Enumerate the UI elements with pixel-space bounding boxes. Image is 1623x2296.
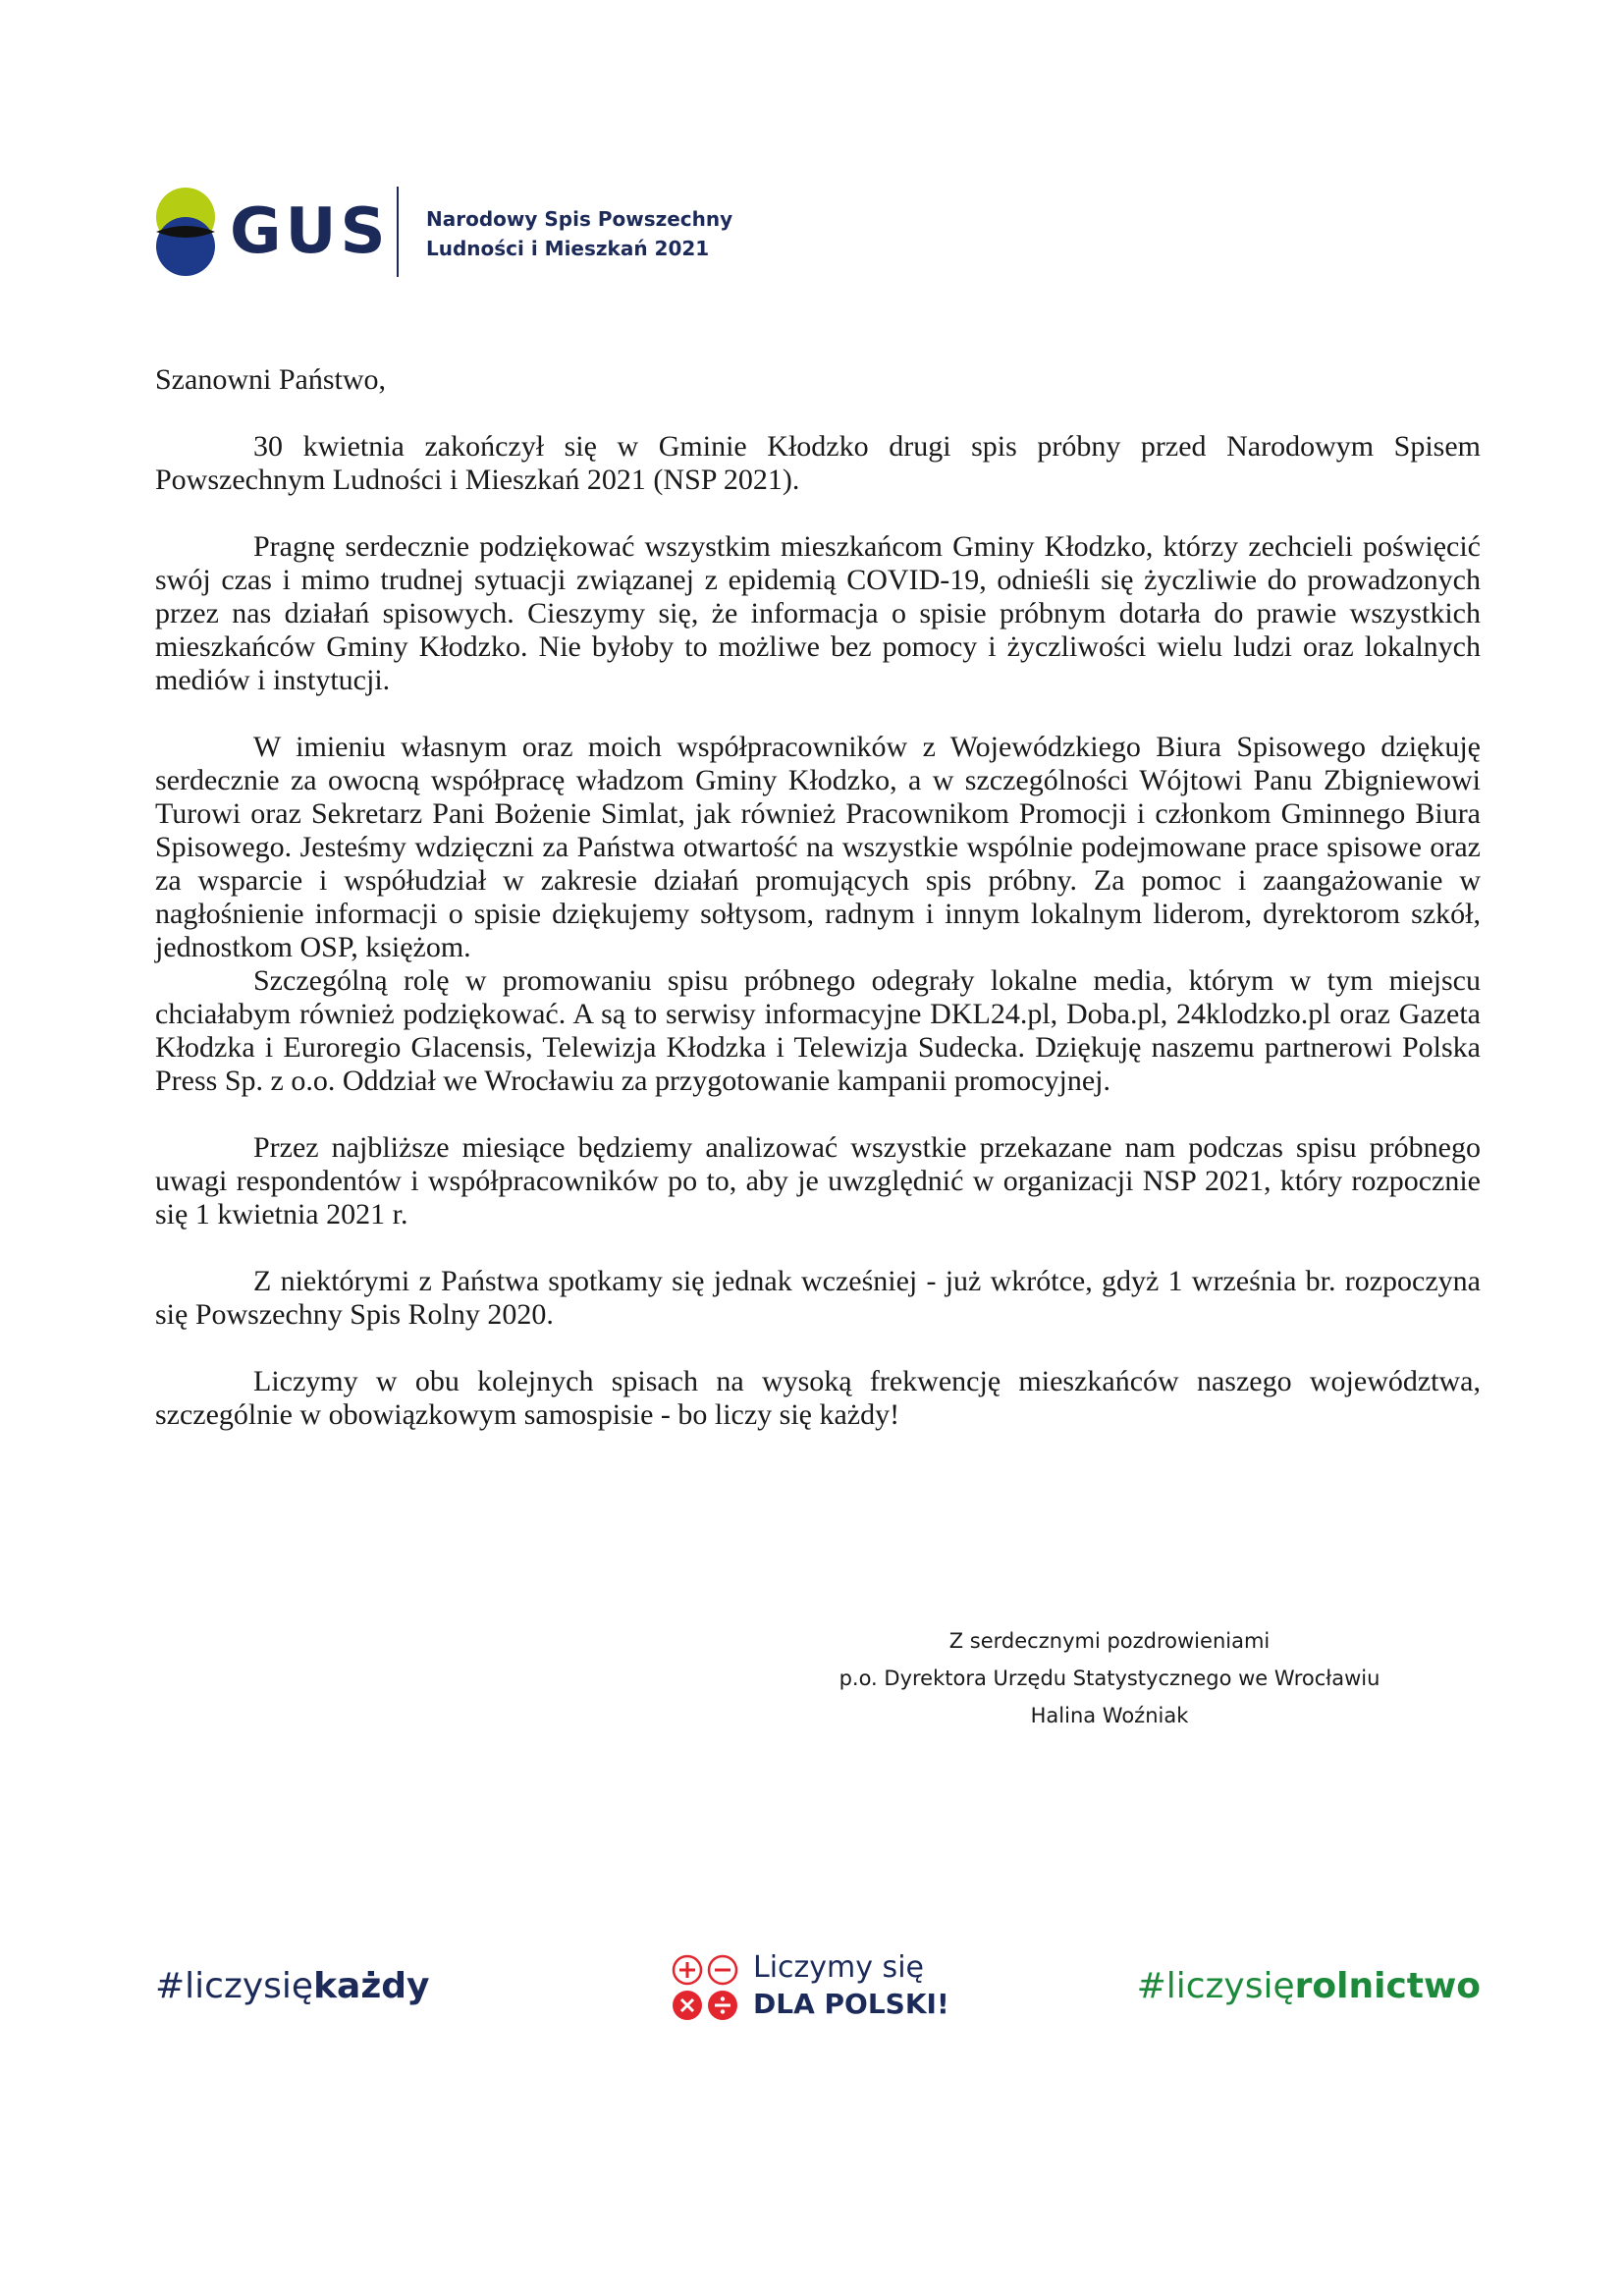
hashtag-left-bold: każdy	[313, 1966, 430, 2006]
slogan-line1: Liczymy się	[753, 1950, 924, 1985]
signature-name: Halina Woźniak	[1030, 1704, 1189, 1727]
hashtag-left-prefix: #liczysię	[155, 1966, 314, 2006]
paragraph-2: Pragnę serdecznie podziękować wszystkim mieszkańcom Gminy Kłodzko, którzy zechcieli poświęcić swój czas i mimo trudnej sytuacji związanej z epidemią COVID-19, odnieśli się życzliwie do prowadzonych przez nas działań spisowych. Cieszymy się, że informacja o spisie próbnym dotarła do prawie wszystkich mieszkańców Gminy Kłodzko. Nie byłoby to możliwe bez pomocy i życzliwości wielu ludzi oraz lokalnych mediów i instytucji.	[155, 530, 1481, 696]
paragraph-4: Szczególną rolę w promowaniu spisu próbnego odegrały lokalne media, którym w tym miejscu chciałabym również podziękować. A są to serwisy informacyjne DKL24.pl, Doba.pl, 24klodzko.pl oraz Gazeta Kłodzka i Euroregio Glacensis, Telewizja Kłodzka i Telewizja Sudecka. Dziękuję naszemu partnerowi Polska Press Sp. z o.o. Oddział we Wrocławiu za przygotowanie kampanii promocyjnej.	[155, 964, 1481, 1097]
signature-title: p.o. Dyrektora Urzędu Statystycznego we Wrocławiu	[839, 1667, 1380, 1690]
hashtag-liczysie-rolnictwo	[1137, 1967, 1481, 2006]
letterhead	[155, 187, 842, 281]
census-name	[426, 204, 732, 263]
paragraph-3: W imieniu własnym oraz moich współpracowników z Wojewódzkiego Biura Spisowego dziękuję serdecznie za owocną współpracę władzom Gminy Kłodzko, a w szczególności Wójtowi Panu Zbigniewowi Turowi oraz Sekretarz Pani Bożenie Simlat, jak również Pracownikom Promocji i członkom Gminnego Biura Spisowego. Jesteśmy wdzięczni za Państwa otwartość na wszystkie wspólnie podejmowane prace spisowe oraz za wsparcie i współudział w zakresie działań promujących spis próbny. Za pomoc i zaangażowanie w nagłośnienie informacji o spisie dziękujemy sołtysom, radnym i innym lokalnym liderom, dyrektorom szkół, jednostkom OSP, księżom.	[155, 731, 1481, 963]
letter-body	[155, 363, 1481, 1465]
census-name-line1: Narodowy Spis Powszechny	[426, 207, 733, 231]
signature-closing: Z serdecznymi pozdrowieniami	[948, 1629, 1271, 1653]
salutation: Szanowni Państwo,	[155, 363, 386, 396]
census-name-line2: Ludności i Mieszkań 2021	[426, 237, 710, 260]
slogan	[753, 1949, 949, 2022]
liczymy-sie-logo	[671, 1949, 965, 2028]
signature-block	[766, 1622, 1453, 1734]
hashtag-right-bold: rolnictwo	[1294, 1966, 1481, 2006]
paragraph-6: Z niektórymi z Państwa spotkamy się jednak wcześniej - już wkrótce, gdyż 1 września br. rozpoczyna się Powszechny Spis Rolny 2020.	[155, 1265, 1481, 1331]
paragraph-1: 30 kwietnia zakończył się w Gminie Kłodzko drugi spis próbny przed Narodowym Spisem Powszechnym Ludności i Mieszkań 2021 (NSP 2021).	[155, 430, 1481, 496]
paragraph-5: Przez najbliższe miesiące będziemy analizować wszystkie przekazane nam podczas spisu próbnego uwagi respondentów i współpracowników po to, aby je uwzględnić w organizacji NSP 2021, który rozpocznie się 1 kwietnia 2021 r.	[155, 1131, 1481, 1230]
header-divider	[397, 187, 399, 277]
paragraph-7: Liczymy w obu kolejnych spisach na wysoką frekwencję mieszkańców naszego województwa, szczególnie w obowiązkowym samospisie - bo liczy się każdy!	[155, 1365, 1481, 1431]
slogan-line2: DLA POLSKI!	[753, 1988, 949, 2020]
math-operators-icon	[671, 1953, 741, 2024]
footer	[155, 1949, 1481, 2028]
gus-logo-text: GUS	[230, 195, 390, 268]
hashtag-right-prefix: #liczysię	[1136, 1966, 1295, 2006]
hashtag-liczysie-kazdy	[155, 1967, 430, 2006]
gus-logo-icon	[155, 187, 216, 277]
